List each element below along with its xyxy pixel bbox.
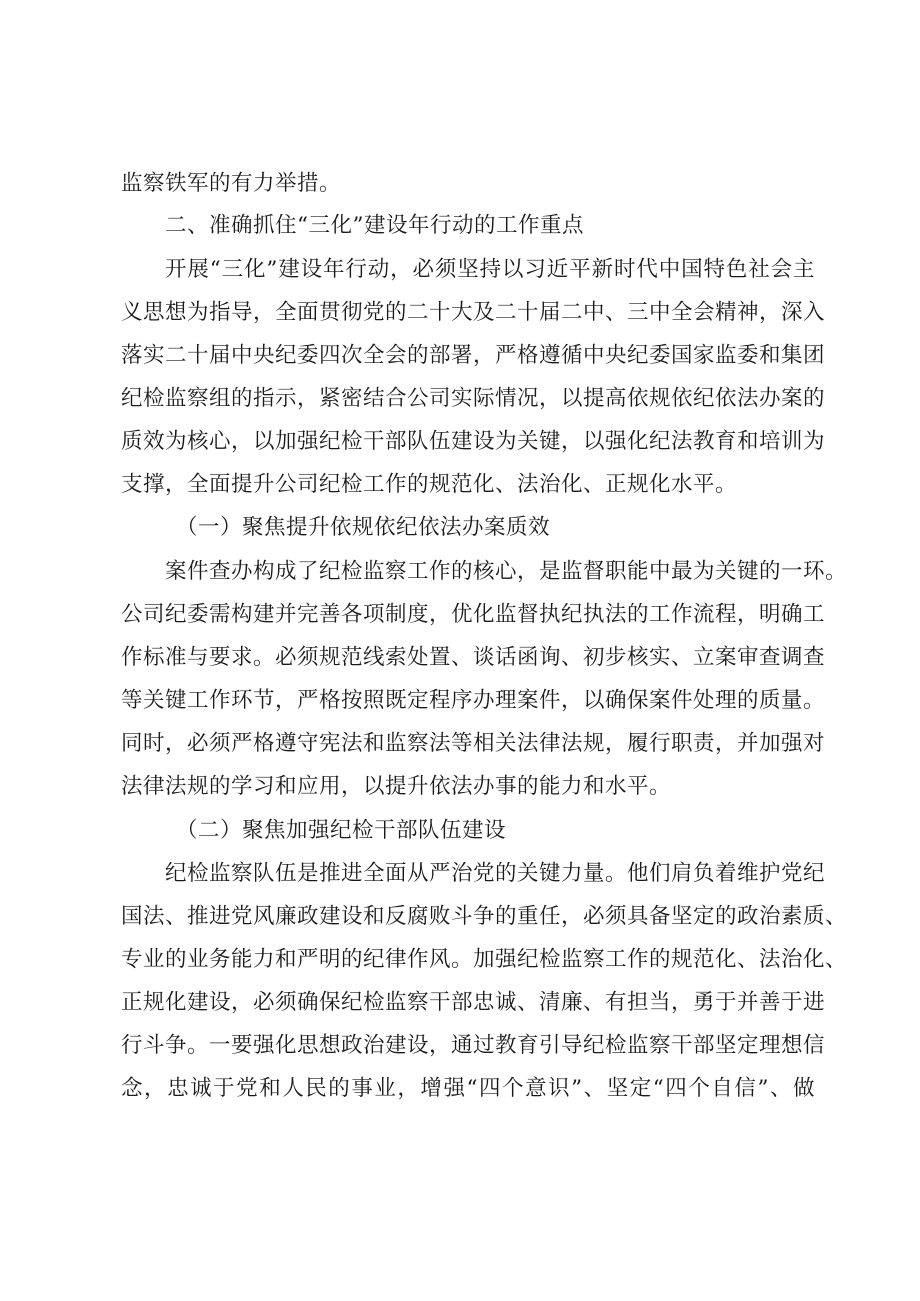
paragraph-line: 同时，必须严格遵守宪法和监察法等相关法律法规，履行职责，并加强对 <box>121 731 826 756</box>
paragraph-line: 义思想为指导，全面贯彻党的二十大及二十届二中、三中全会精神，深入 <box>121 300 826 325</box>
paragraph-line: 纪检监察组的指示，紧密结合公司实际情况，以提高依规依纪依法办案的 <box>121 386 826 411</box>
paragraph-line: 国法、推进党风廉政建设和反腐败斗争的重任，必须具备坚定的政治素质、 <box>121 904 848 929</box>
paragraph-line: 法律法规的学习和应用，以提升依法办事的能力和水平。 <box>121 774 672 799</box>
paragraph-line: 专业的业务能力和严明的纪律作风。加强纪检监察工作的规范化、法治化、 <box>121 947 848 972</box>
paragraph-line: 落实二十届中央纪委四次全会的部署，严格遵循中央纪委国家监委和集团 <box>121 343 826 368</box>
paragraph-line: 监察铁军的有力举措。 <box>121 171 342 196</box>
paragraph-line: 支撑，全面提升公司纪检工作的规范化、法治化、正规化水平。 <box>121 472 738 497</box>
paragraph-line: 纪检监察队伍是推进全面从严治党的关键力量。他们肩负着维护党纪 <box>165 861 826 886</box>
paragraph-line: 念，忠诚于党和人民的事业，增强“四个意识”、坚定“四个自信”、做 <box>121 1076 815 1101</box>
paragraph-line: 正规化建设，必须确保纪检监察干部忠诚、清廉、有担当，勇于并善于进 <box>121 990 826 1015</box>
paragraph-line: 公司纪委需构建并完善各项制度，优化监督执纪执法的工作流程，明确工 <box>121 602 826 627</box>
subsection-heading: （二）聚焦加强纪检干部队伍建设 <box>176 818 507 843</box>
subsection-heading: （一）聚焦提升依规依纪依法办案质效 <box>176 515 551 540</box>
paragraph-line: 开展“三化”建设年行动，必须坚持以习近平新时代中国特色社会主 <box>165 257 815 282</box>
paragraph-line: 作标准与要求。必须规范线索处置、谈话函询、初步核实、立案审查调查 <box>121 645 826 670</box>
paragraph-line: 案件查办构成了纪检监察工作的核心，是监督职能中最为关键的一环。 <box>165 559 848 584</box>
paragraph-line: 行斗争。一要强化思想政治建设，通过教育引导纪检监察干部坚定理想信 <box>121 1033 826 1058</box>
paragraph-line: 质效为核心，以加强纪检干部队伍建设为关键，以强化纪法教育和培训为 <box>121 429 826 454</box>
paragraph-line: 等关键工作环节，严格按照既定程序办理案件，以确保案件处理的质量。 <box>121 688 826 713</box>
section-heading: 二、准确抓住“三化”建设年行动的工作重点 <box>165 213 584 238</box>
